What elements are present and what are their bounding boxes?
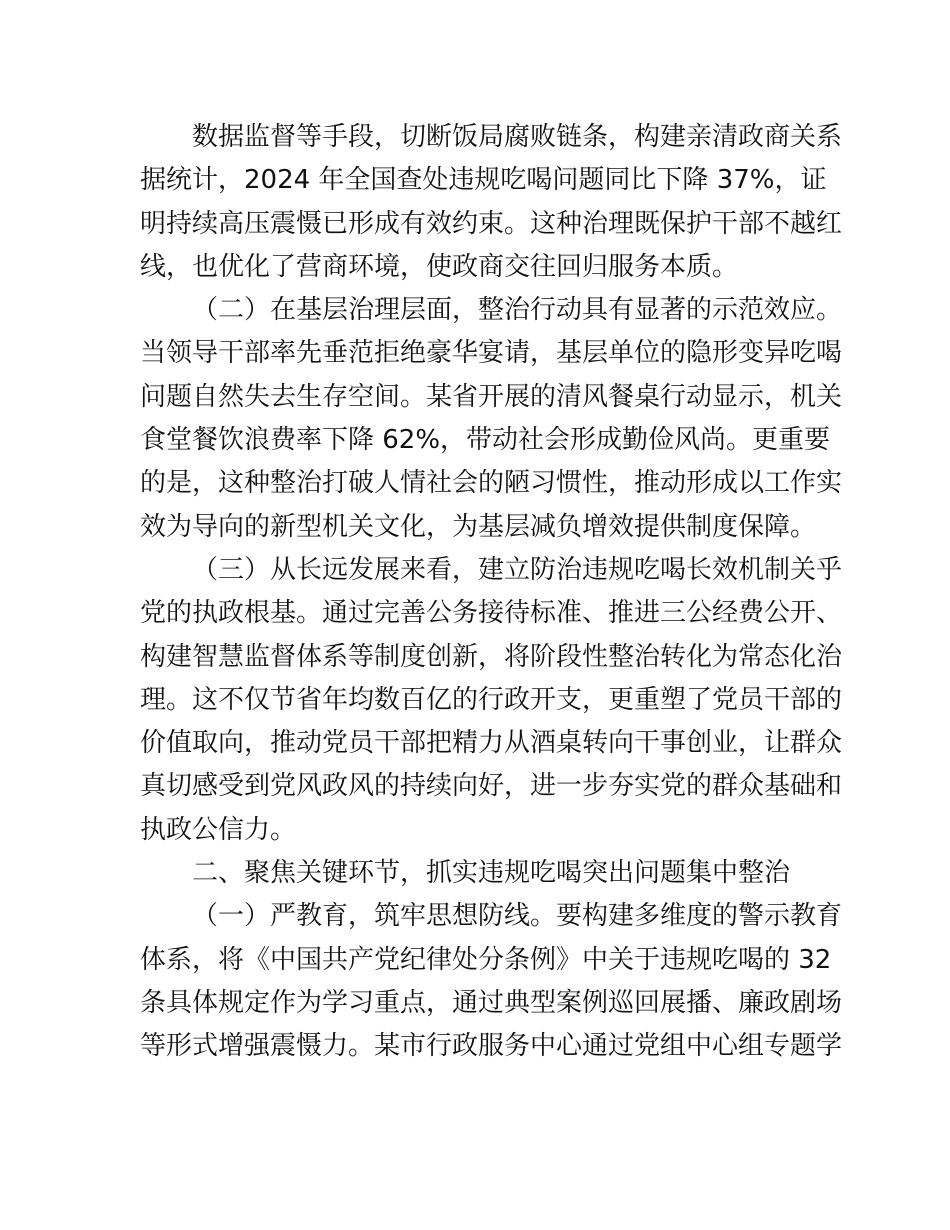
paragraph-line: （一）严教育，筑牢思想防线。要构建多维度的警示教育 — [192, 901, 843, 932]
paragraph-line: 真切感受到党风政风的持续向好，进一步夯实党的群众基础和 — [140, 771, 843, 802]
paragraph-line: 效为导向的新型机关文化，为基层减负增效提供制度保障。 — [140, 511, 817, 542]
section-heading: 二、聚焦关键环节，抓实违规吃喝突出问题集中整治 — [192, 858, 791, 889]
paragraph-line: 数据监督等手段，切断饭局腐败链条，构建亲清政商关系 — [192, 122, 843, 152]
paragraph-line: 执政公信力。 — [140, 814, 297, 845]
paragraph-line: 明持续高压震慑已形成有效约束。这种治理既保护干部不越红 — [140, 208, 843, 239]
paragraph-line: 理。这不仅节省年均数百亿的行政开支，更重塑了党员干部的 — [140, 684, 843, 715]
document-body — [140, 116, 843, 1069]
paragraph-line: 条具体规定作为学习重点，通过典型案例巡回展播、廉政剧场 — [140, 987, 843, 1018]
paragraph-line: 的是，这种整治打破人情社会的陋习惯性，推动形成以工作实 — [140, 468, 843, 499]
paragraph-line: 体系，将《中国共产党纪律处分条例》中关于违规吃喝的 32 — [140, 944, 832, 975]
paragraph-line: （三）从长远发展来看，建立防治违规吃喝长效机制关乎 — [192, 554, 843, 585]
paragraph-line: 党的执政根基。通过完善公务接待标准、推进三公经费公开、 — [140, 598, 843, 629]
paragraph-line: 问题自然失去生存空间。某省开展的清风餐桌行动显示，机关 — [140, 381, 843, 412]
paragraph-line: 等形式增强震慑力。某市行政服务中心通过党组中心组专题学 — [140, 1031, 843, 1062]
paragraph-line: 食堂餐饮浪费率下降 62%，带动社会形成勤俭风尚。更重要 — [140, 425, 831, 456]
paragraph-line: 据统计，2024 年全国查处违规吃喝问题同比下降 37%，证 — [140, 165, 827, 196]
paragraph-line: （二）在基层治理层面，整治行动具有显著的示范效应。 — [192, 295, 843, 326]
paragraph-line: 构建智慧监督体系等制度创新，将阶段性整治转化为常态化治 — [140, 641, 843, 672]
paragraph-line: 线，也优化了营商环境，使政商交往回归服务本质。 — [140, 251, 739, 282]
paragraph-line: 当领导干部率先垂范拒绝豪华宴请，基层单位的隐形变异吃喝 — [140, 338, 843, 369]
paragraph-line: 价值取向，推动党员干部把精力从酒桌转向干事创业，让群众 — [140, 728, 843, 759]
